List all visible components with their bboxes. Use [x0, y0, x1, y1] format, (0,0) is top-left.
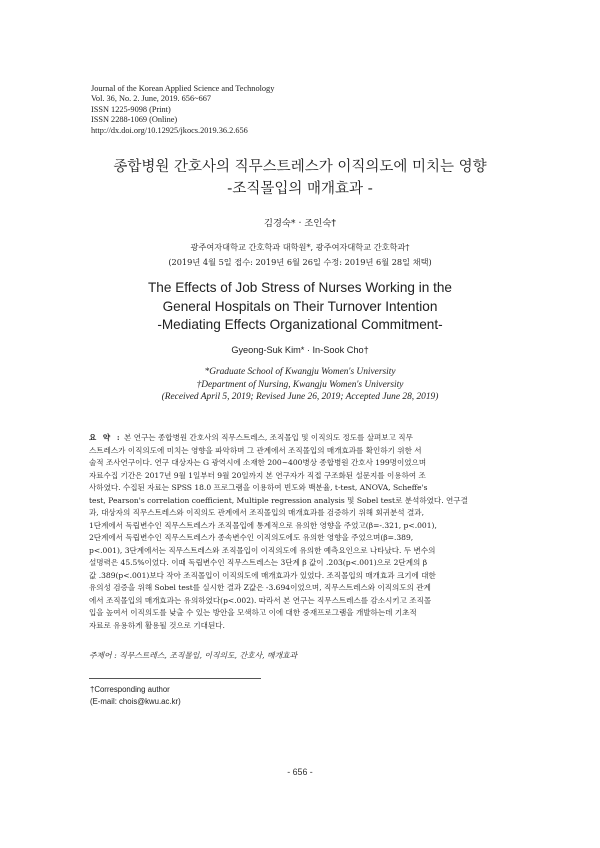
abstract-line: 값 .389(p<.001)보다 작아 조직몰입이 이직의도에 매개효과가 있었다. 조직몰입의 매개효과 크기에 대한 [89, 570, 436, 580]
abstract-line: 설명력은 45.5%이었다. 이때 독립변수인 직무스트레스는 3단계 β 값이 .203(p<.001)으로 2단계의 β [89, 558, 428, 567]
abstract-line: 자료로 유용하게 활용될 것으로 기대된다. [89, 620, 225, 630]
journal-volume: Vol. 36, No. 2. June, 2019. 656~667 [91, 94, 212, 104]
korean-title [0, 156, 600, 200]
page-number: - 656 - [287, 767, 313, 777]
footnote-divider [89, 678, 261, 679]
abstract-label: 요 약 : [89, 433, 122, 442]
doi-link[interactable]: http://dx.doi.org/10.12925/jkocs.2019.36.2.656 [91, 125, 248, 135]
english-affiliation-1: *Graduate School of Kwangju Women's University [204, 367, 396, 377]
abstract-line: test, Pearson's correlation coefficient, Multiple regression analysis 및 Sobel test로 분석하였다. 연구결 [89, 495, 468, 505]
footnote [90, 684, 181, 708]
abstract-line: p<.001), 3단계에서는 직무스트레스와 조직몰입이 이직의도에 유의한 예측요인으로 나타났다. 두 변수의 [89, 545, 436, 555]
corresponding-author: †Corresponding author [90, 685, 170, 694]
english-affiliation-block [0, 366, 600, 404]
abstract-line-text: 본 연구는 종합병원 간호사의 직무스트레스, 조직몰입 및 이직의도 정도를 살펴보고 직무 [124, 433, 413, 442]
korean-affiliation: 광주여자대학교 간호학과 대학원*, 광주여자대학교 간호학과† [190, 242, 410, 252]
journal-name: Journal of the Korean Applied Science and Technology [91, 84, 275, 93]
abstract-line: 2단계에서 독립변수인 직무스트레스가 종속변수인 이직의도에도 유의한 영향을 주었으며(β=.389, [89, 533, 414, 542]
issn-online: ISSN 2288-1069 (Online) [91, 115, 178, 125]
abstract-line: 입을 높여서 이직의도를 낮출 수 있는 방안을 모색하고 이에 대한 중재프로그램을 개발하는데 기초적 [89, 608, 417, 617]
english-title-line1: The Effects of Job Stress of Nurses Working in the [148, 280, 452, 295]
abstract-line: 사하였다. 수집된 자료는 SPSS 18.0 프로그램을 이용하여 빈도와 백분율, t-test, ANOVA, Scheffe's [89, 483, 428, 492]
korean-dates: (2019년 4월 5일 접수: 2019년 6월 26일 수정: 2019년 6월 28일 채택) [168, 257, 432, 267]
english-dates: (Received April 5, 2019; Revised June 26, 2019; Accepted June 28, 2019) [161, 392, 439, 403]
abstract-line: 술적 조사연구이다. 연구 대상자는 G 광역시에 소재한 200~400병상 종합병원 간호사 199명이었으며 [89, 458, 427, 467]
abstract [89, 432, 512, 632]
korean-title-line1: 종합병원 간호사의 직무스트레스가 이직의도에 미치는 영향 [113, 159, 487, 175]
keywords: 주제어 : 직무스트레스, 조직몰입, 이직의도, 간호사, 매개효과 [89, 651, 298, 660]
abstract-line: 1단계에서 독립변수인 직무스트레스가 조직몰입에 통계적으로 유의한 영향을 주었고(β=-.321, p<.001), [89, 520, 437, 530]
abstract-line: 에서 조직몰입의 매개효과는 유의하였다(p<.002). 따라서 본 연구는 직무스트레스를 감소시키고 조직몰 [89, 595, 432, 605]
abstract-line: 유의성 검증을 위해 Sobel test를 실시한 결과 Z값은 -3.694이었으며, 직무스트레스와 이직의도의 관계 [89, 583, 431, 592]
english-title [0, 279, 600, 335]
english-title-line3: -Mediating Effects Organizational Commitment- [157, 317, 443, 332]
abstract-line: 과, 대상자의 직무스트레스와 이직의도 관계에서 조직몰입의 매개효과를 검증하기 위해 회귀분석 결과, [89, 508, 424, 517]
english-title-line2: General Hospitals on Their Turnover Intention [162, 298, 438, 314]
author-email[interactable]: (E-mail: chois@kwu.ac.kr) [90, 697, 181, 706]
abstract-line: 자료수집 기간은 2017년 9월 1일부터 9월 20일까지 본 연구자가 직접 구조화된 설문지를 이용하여 조 [89, 470, 426, 480]
journal-info [91, 84, 274, 136]
abstract-line [89, 432, 512, 445]
korean-affiliation-block [0, 240, 600, 270]
english-authors: Gyeong-Suk Kim* · In-Sook Cho† [231, 345, 369, 355]
korean-authors: 김경숙* · 조인숙† [263, 218, 337, 229]
korean-title-line2: -조직몰입의 매개효과 - [227, 181, 373, 197]
english-affiliation-2: †Department of Nursing, Kwangju Women's University [196, 379, 404, 390]
issn-print: ISSN 1225-9098 (Print) [91, 104, 171, 114]
abstract-line: 스트레스가 이직의도에 미치는 영향을 파악하며 그 관계에서 조직몰입의 매개효과를 확인하기 위한 서 [89, 445, 422, 455]
